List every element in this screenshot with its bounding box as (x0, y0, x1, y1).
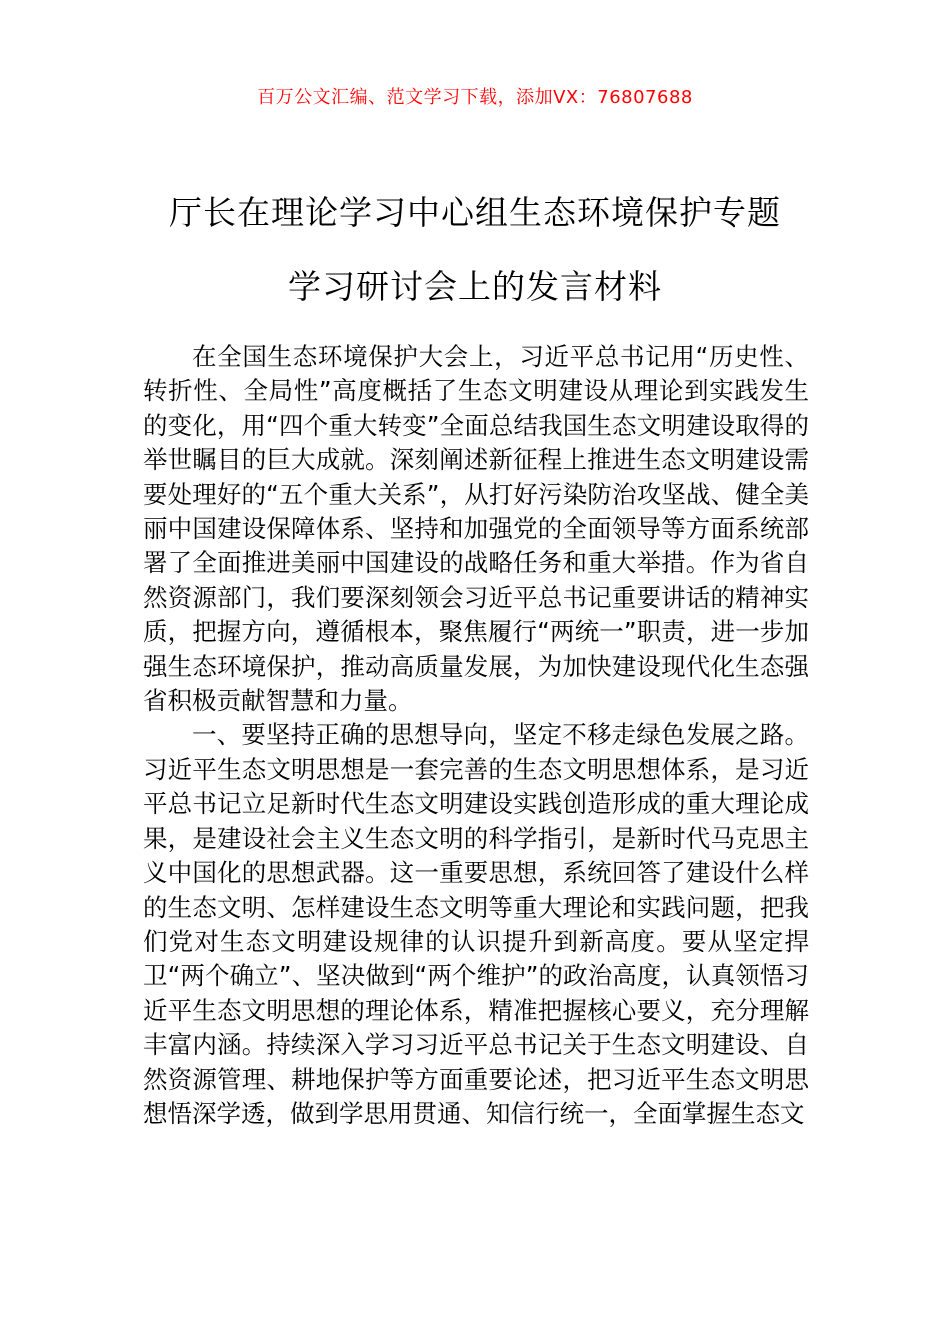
body-paragraph-intro: 在全国生态环境保护大会上，习近平总书记用“历史性、转折性、全局性”高度概括了生态文明建设从理论到实践发生的变化，用“四个重大转变”全面总结我国生态文明建设取得的举世瞩目的巨大成就。深刻阐述新征程上推进生态文明建设需要处理好的“五个重大关系”，从打好污染防治攻坚战、健全美丽中国建设保障体系、坚持和加强党的全面领导等方面系统部署了全面推进美丽中国建设的战略任务和重大举措。作为省自然资源部门，我们要深刻领会习近平总书记重要讲话的精神实质，把握方向，遵循根本，聚焦履行“两统一”职责，进一步加强生态环境保护，推动高质量发展，为加快建设现代化生态强省积极贡献智慧和力量。 (143, 342, 809, 716)
document-body (143, 340, 809, 1131)
document-title (110, 176, 840, 324)
title-line-2: 学习研讨会上的发言材料 (288, 267, 662, 306)
header-watermark-note: 百万公文汇编、范文学习下载，添加VX：76807688 (257, 87, 693, 108)
title-line-1: 厅长在理论学习中心组生态环境保护专题 (169, 193, 781, 232)
body-paragraph-section-1: 一、要坚持正确的思想导向，坚定不移走绿色发展之路。习近平生态文明思想是一套完善的生态文明思想体系，是习近平总书记立足新时代生态文明建设实践创造形成的重大理论成果，是建设社会主义生态文明的科学指引，是新时代马克思主义中国化的思想武器。这一重要思想，系统回答了建设什么样的生态文明、怎样建设生态文明等重大理论和实践问题，把我们党对生态文明建设规律的认识提升到新高度。要从坚定捍卫“两个确立”、坚决做到“两个维护”的政治高度，认真领悟习近平生态文明思想的理论体系，精准把握核心要义，充分理解丰富内涵。持续深入学习习近平总书记关于生态文明建设、自然资源管理、耕地保护等方面重要论述，把习近平生态文明思想悟深学透，做到学思用贯通、知信行统一，全面掌握生态文 (143, 720, 809, 1128)
